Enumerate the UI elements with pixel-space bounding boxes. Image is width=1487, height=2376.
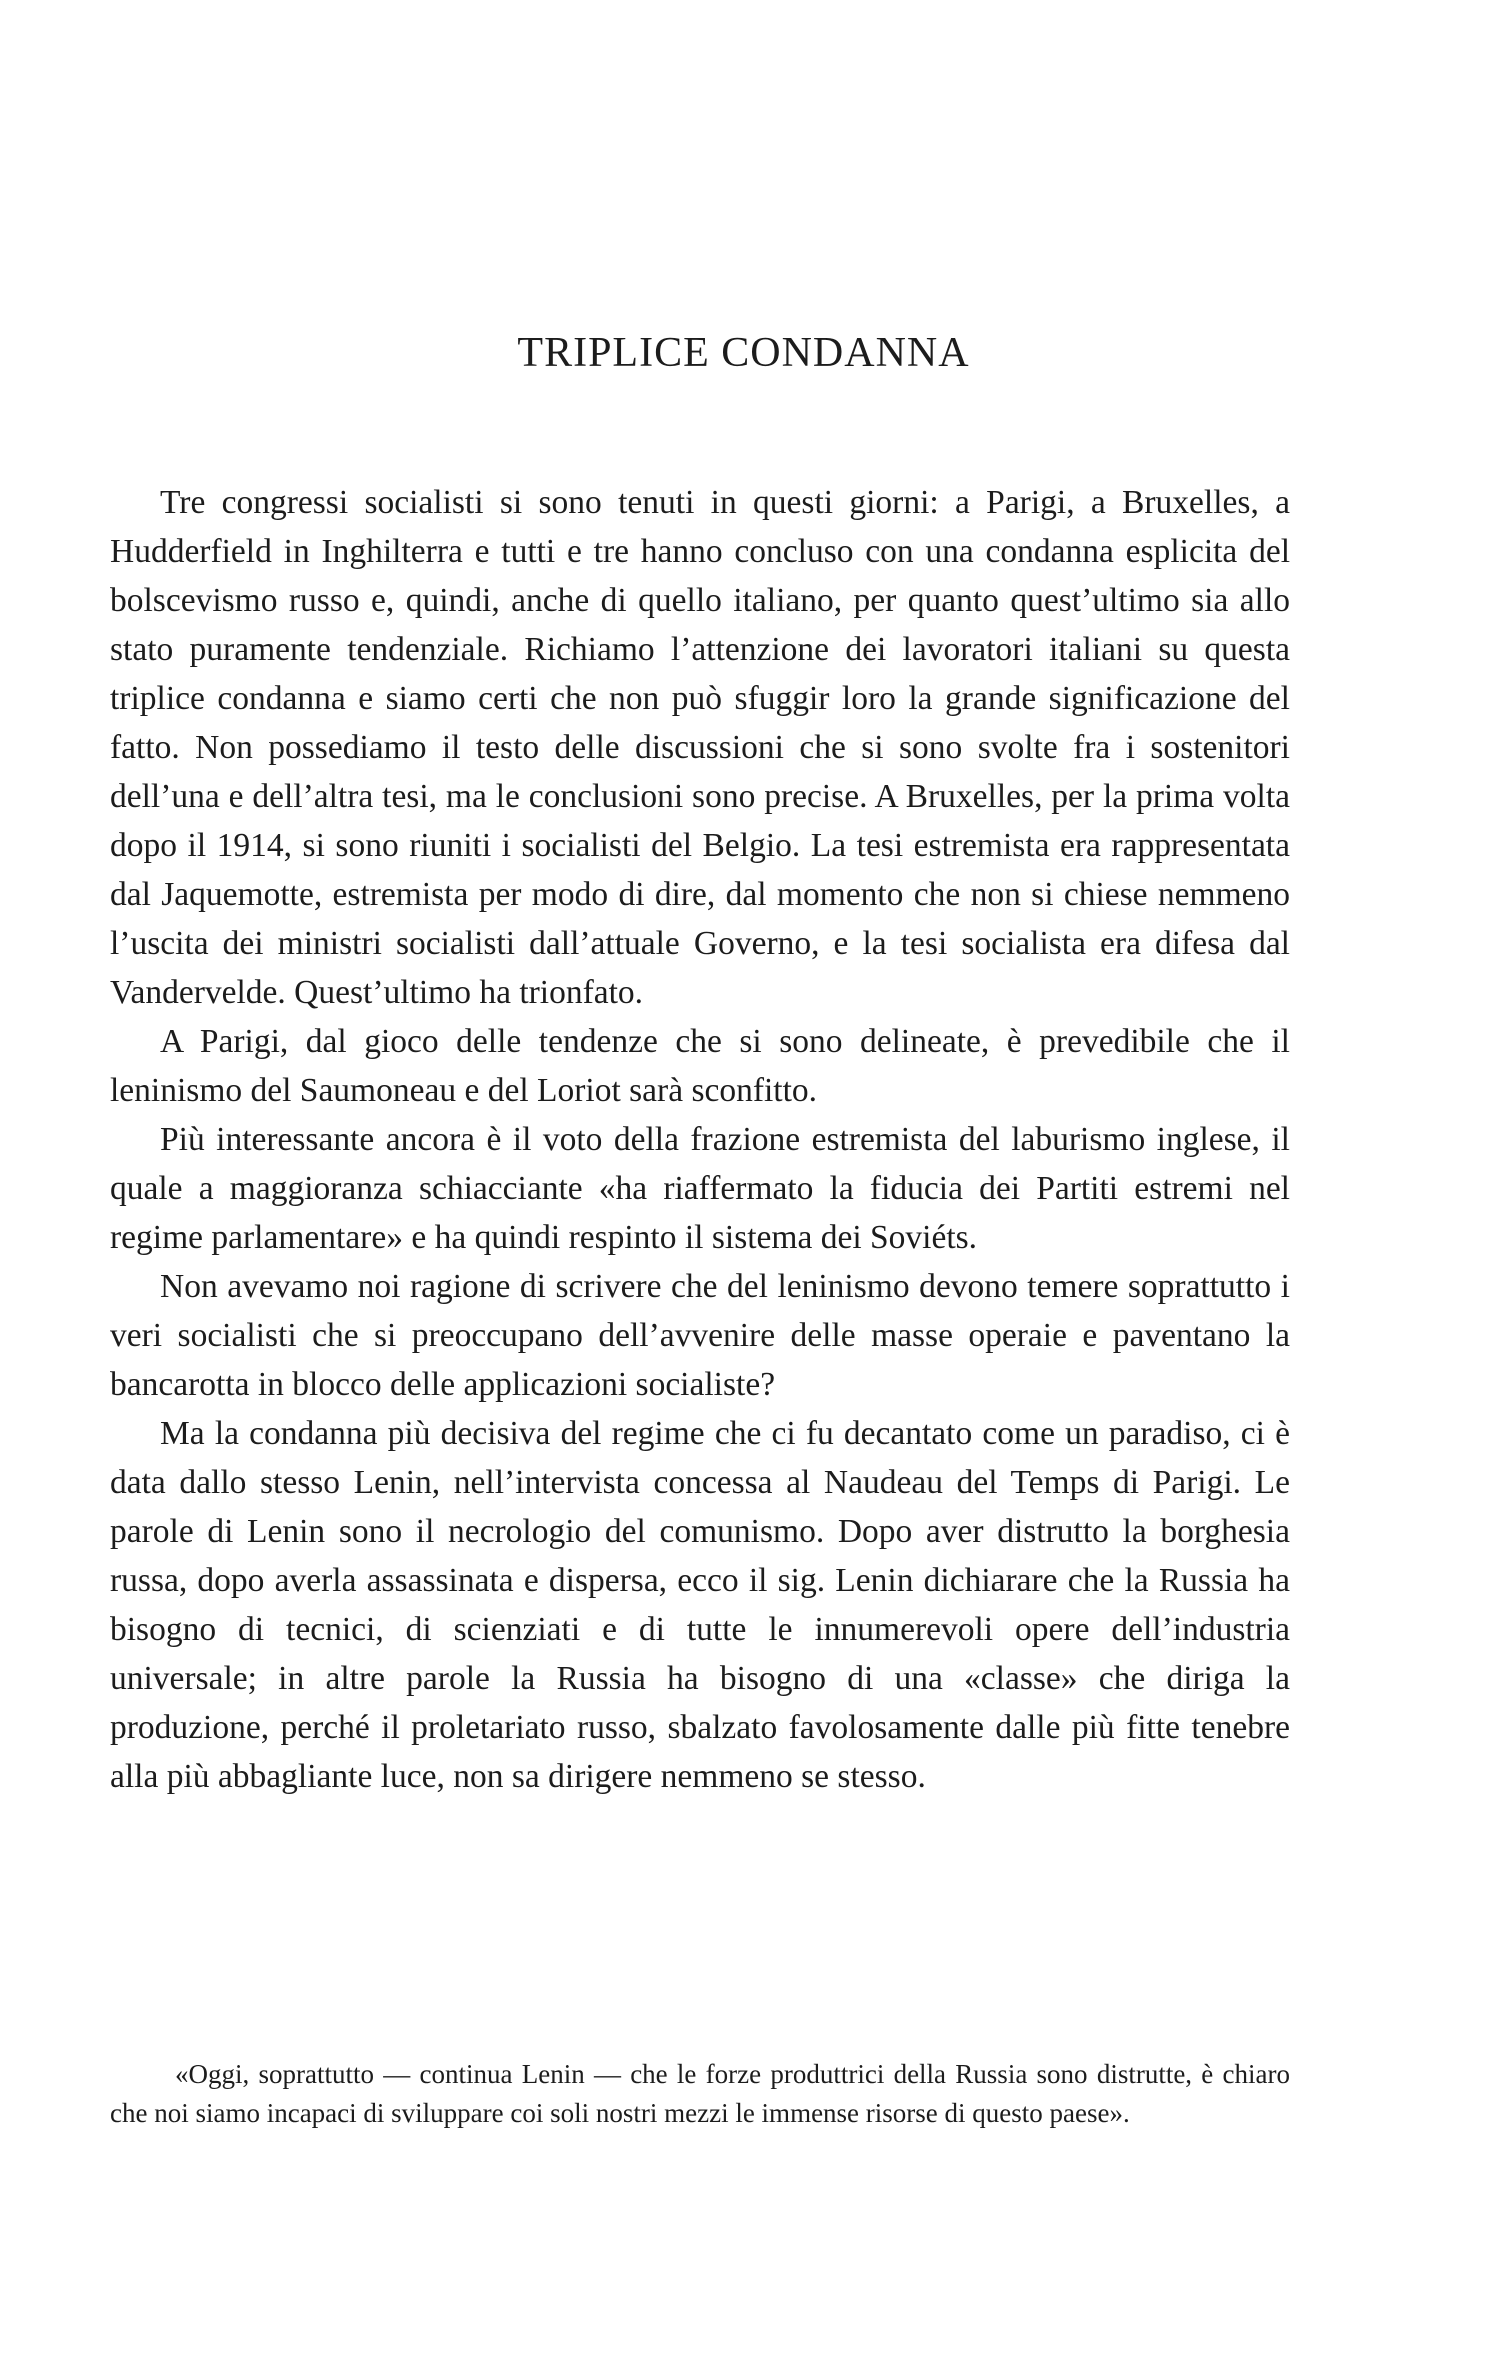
paragraph: Tre congressi socialisti si sono tenuti in questi giorni: a Parigi, a Bruxelles, a Hudderfield in Inghilterra e tutti e tre hanno concluso con una condanna esplicita del bolscevismo russo e, quindi, anche di quello italiano, per quanto quest’ultimo sia allo stato puramente tendenziale. Richiamo l’attenzione dei lavoratori italiani su questa triplice condanna e siamo certi che non può sfuggir loro la grande significazione del fatto. Non possediamo il testo delle discussioni che si sono svolte fra i sostenitori dell’una e dell’altra tesi, ma le conclusioni sono precise. A Bruxelles, per la prima volta dopo il 1914, si sono riuniti i socialisti del Belgio. La tesi estremista era rappresentata dal Jaquemotte, estremista per modo di dire, dal momento che non si chiese nemmeno l’uscita dei ministri socialisti dall’attuale Governo, e la tesi socialista era difesa dal Vandervelde. Quest’ultimo ha trionfato. (110, 484, 1290, 1011)
body-text (110, 478, 1290, 1801)
paragraph: Più interessante ancora è il voto della frazione estremista del laburismo inglese, il quale a maggioranza schiacciante «ha riaffermato la fiducia dei Partiti estremi nel regime parlamentare» e ha quindi respinto il sistema dei Soviéts. (110, 1121, 1290, 1256)
paragraph: Non avevamo noi ragione di scrivere che del leninismo devono temere soprattutto i veri socialisti che si preoccupano dell’avvenire delle masse operaie e paventano la bancarotta in blocco delle applicazioni socialiste? (110, 1268, 1290, 1403)
paragraph: A Parigi, dal gioco delle tendenze che si sono delineate, è prevedibile che il leninismo del Saumoneau e del Loriot sarà sconfitto. (110, 1023, 1290, 1109)
quote-text: «Oggi, soprattutto — continua Lenin — che le forze produttrici della Russia sono distrutte, è chiaro che noi siamo incapaci di sviluppare coi soli nostri mezzi le immense risorse di questo paese». (110, 2059, 1290, 2128)
page-title: TRIPLICE CONDANNA (517, 330, 970, 376)
paragraph: Ma la condanna più decisiva del regime che ci fu decantato come un paradiso, ci è data dallo stesso Lenin, nell’intervista concessa al Naudeau del Temps di Parigi. Le parole di Lenin sono il necrologio del comunismo. Dopo aver distrutto la borghesia russa, dopo averla assassinata e dispersa, ecco il sig. Lenin dichiarare che la Russia ha bisogno di tecnici, di scienziati e di tutte le innumerevoli opere dell’industria universale; in altre parole la Russia ha bisogno di una «classe» che diriga la produzione, perché il proletariato russo, sbalzato favolosamente dalle più fitte tenebre alla più abbagliante luce, non sa dirigere nemmeno se stesso. (110, 1415, 1290, 1795)
block-quote (110, 2055, 1290, 2133)
